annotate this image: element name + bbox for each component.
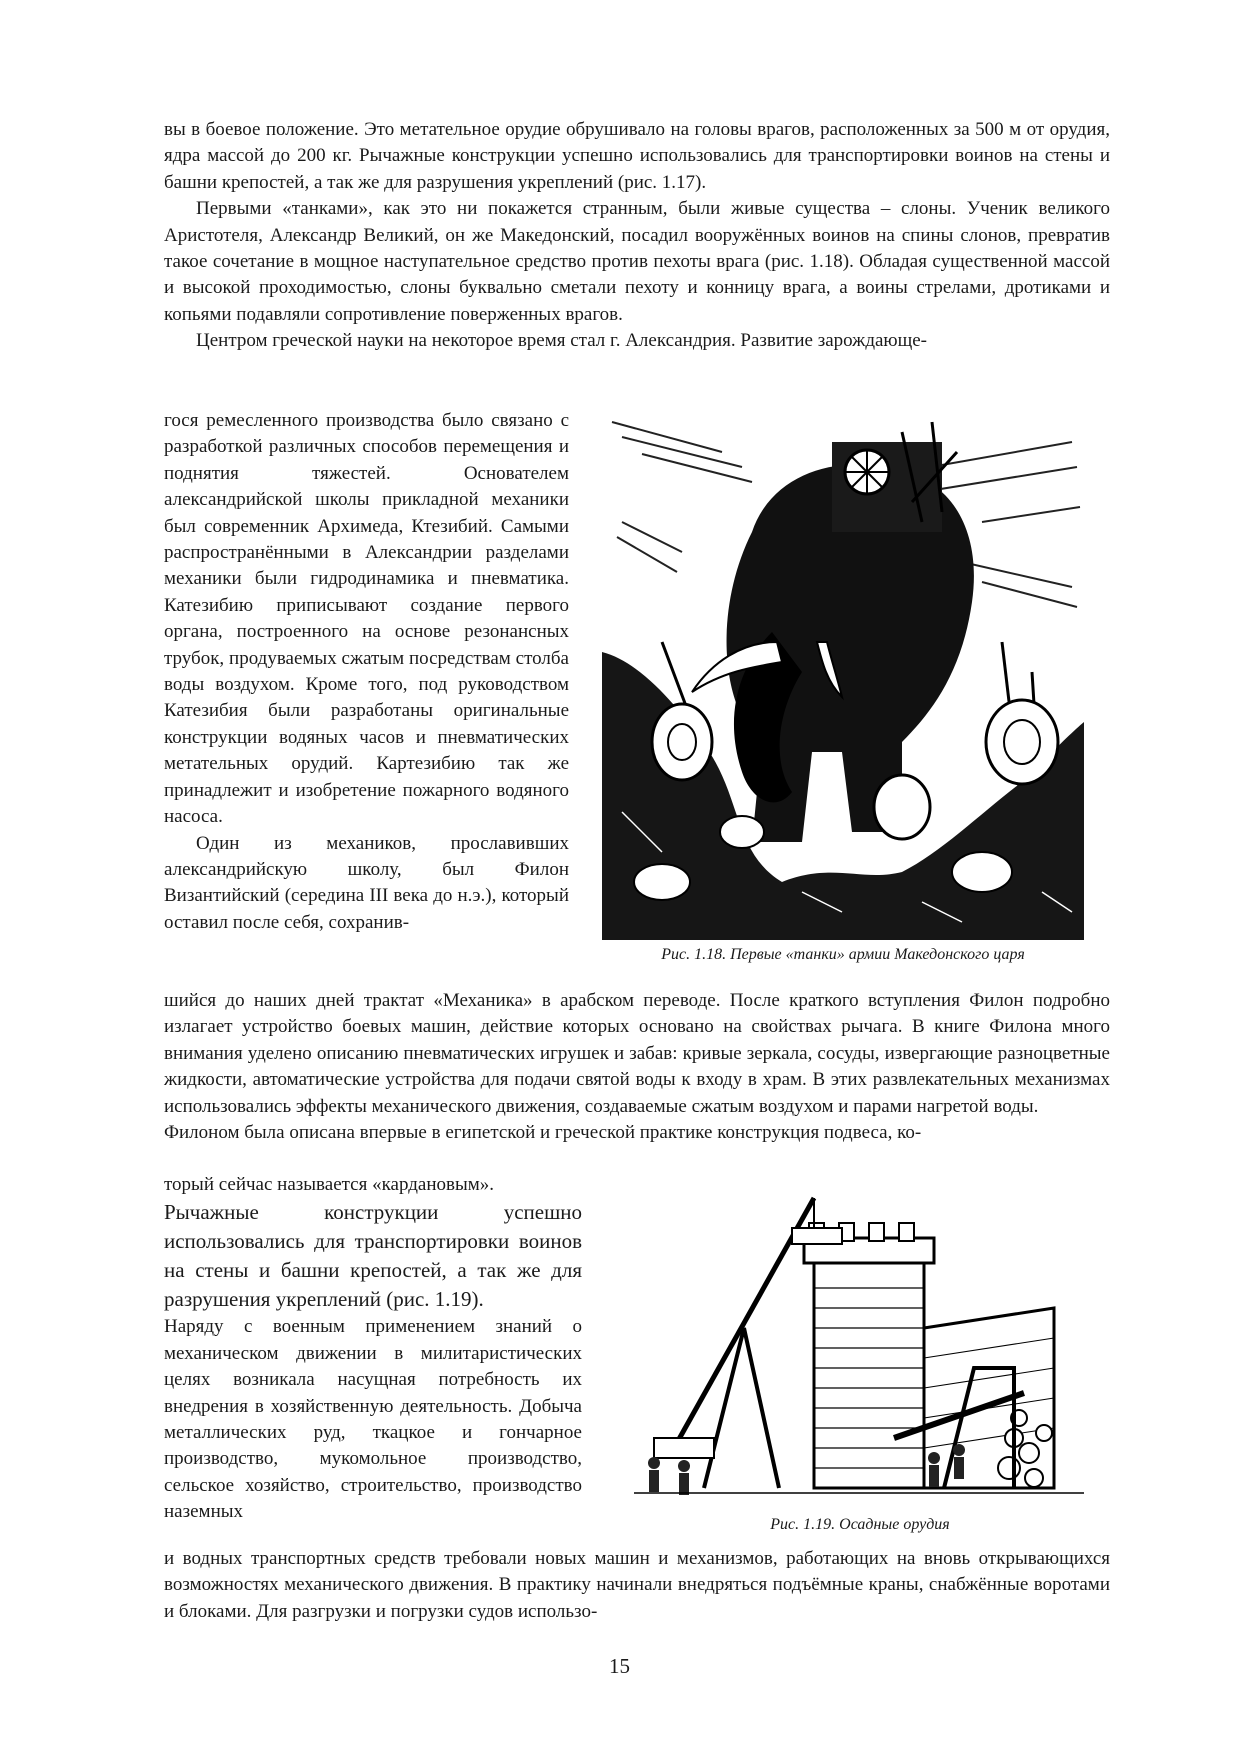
figure-caption: Рис. 1.19. Осадные орудия xyxy=(770,1516,950,1533)
paragraph: Центром греческой науки на некоторое время стал г. Александрия. Развитие зарождающе- xyxy=(196,330,927,352)
paragraph: шийся до наших дней трактат «Механика» в арабском переводе. После краткого вступления Филон подробно излагает устройство боевых машин, действие которых основано на свойствах рычага. В книге Филона много внимания уделено описанию пневматических игрушек и забав: кривые зеркала, сосуды, извергающие разноцветные жидкости, автоматические устройства для подачи святой воды к входу в храм. В этих развлекательных механизмах использовались эффекты механического движения, создаваемые сжатым воздухом и парами нагретой воды. xyxy=(164,990,1110,1117)
text-block-top xyxy=(164,117,1110,355)
paragraph: и водных транспортных средств требовали новых машин и механизмов, работающих на вновь открывающихся возможностях механического движения. В практику начинали внедряться подъёмные краны, снабжённые воротами и блоками. Для разгрузки и погрузки судов использо- xyxy=(164,1548,1110,1622)
paragraph: Один из механиков, прославивших александрийскую школу, был Филон Византийский (середина III века до н.э.), который оставил после себя, сохранив- xyxy=(164,832,569,933)
paragraph: вы в боевое положение. Это метательное орудие обрушивало на головы врагов, расположенных за 500 м от орудия, ядра массой до 200 кг. Рычажные конструкции успешно использовались для транспортировки воинов на стены и башни крепостей, а так же для разрушения укреплений (рис. 1.17). xyxy=(164,119,1110,193)
text-block-left-1 xyxy=(164,408,569,936)
figure-siege-engines xyxy=(614,1188,1094,1506)
page-number: 15 xyxy=(609,1654,630,1678)
text-block-bottom xyxy=(164,1546,1110,1625)
text-block-middle xyxy=(164,988,1110,1146)
text-block-left-2 xyxy=(164,1172,582,1526)
figure-caption: Рис. 1.18. Первые «танки» армии Македонского царя xyxy=(661,946,1025,963)
paragraph: торый сейчас называется «кардановым». xyxy=(164,1174,494,1195)
figure-war-elephant xyxy=(602,412,1084,940)
paragraph: Наряду с военным применением знаний о механическом движении в милитаристических целях возникала насущная потребность их внедрения в хозяйственную деятельность. Добыча металлических руд, ткацкое и гончарное производство, мукомольное производство, сельское хозяйство, строительство, производство наземных xyxy=(164,1316,582,1523)
paragraph: Рычажные конструкции успешно использовались для транспортировки воинов на стены и башни крепостей, а так же для разрушения укреплений (рис. 1.19). xyxy=(164,1200,582,1312)
paragraph: Филоном была описана впервые в египетской и греческой практике конструкция подвеса, ко- xyxy=(164,1122,922,1144)
paragraph: Первыми «танками», как это ни покажется странным, были живые существа – слоны. Ученик великого Аристотеля, Александр Великий, он же Македонский, посадил вооружённых воинов на спины слонов, превратив такое сочетание в мощное наступательное средство против пехоты врага (рис. 1.18). Обладая существенной массой и высокой проходимостью, слоны буквально сметали пехоту и конницу врага, а воины стрелами, дротиками и копьями подавляли сопротивление поверженных врагов. xyxy=(164,198,1110,325)
paragraph: гося ремесленного производства было связано с разработкой различных способов перемещения и поднятия тяжестей. Основателем александрийской школы прикладной механики был современник Архимеда, Ктезибий. Самыми распространёнными в Александрии разделами механики были гидродинамика и пневматика. Катезибию приписывают создание первого органа, построенного на основе резонансных трубок, продуваемых сжатым посредствам столба воды воздухом. Кроме того, под руководством Катезибия были разработаны оригинальные конструкции водяных часов и пневматических метательных орудий. Картезибию так же принадлежит и изобретение пожарного водяного насоса. xyxy=(164,410,569,828)
